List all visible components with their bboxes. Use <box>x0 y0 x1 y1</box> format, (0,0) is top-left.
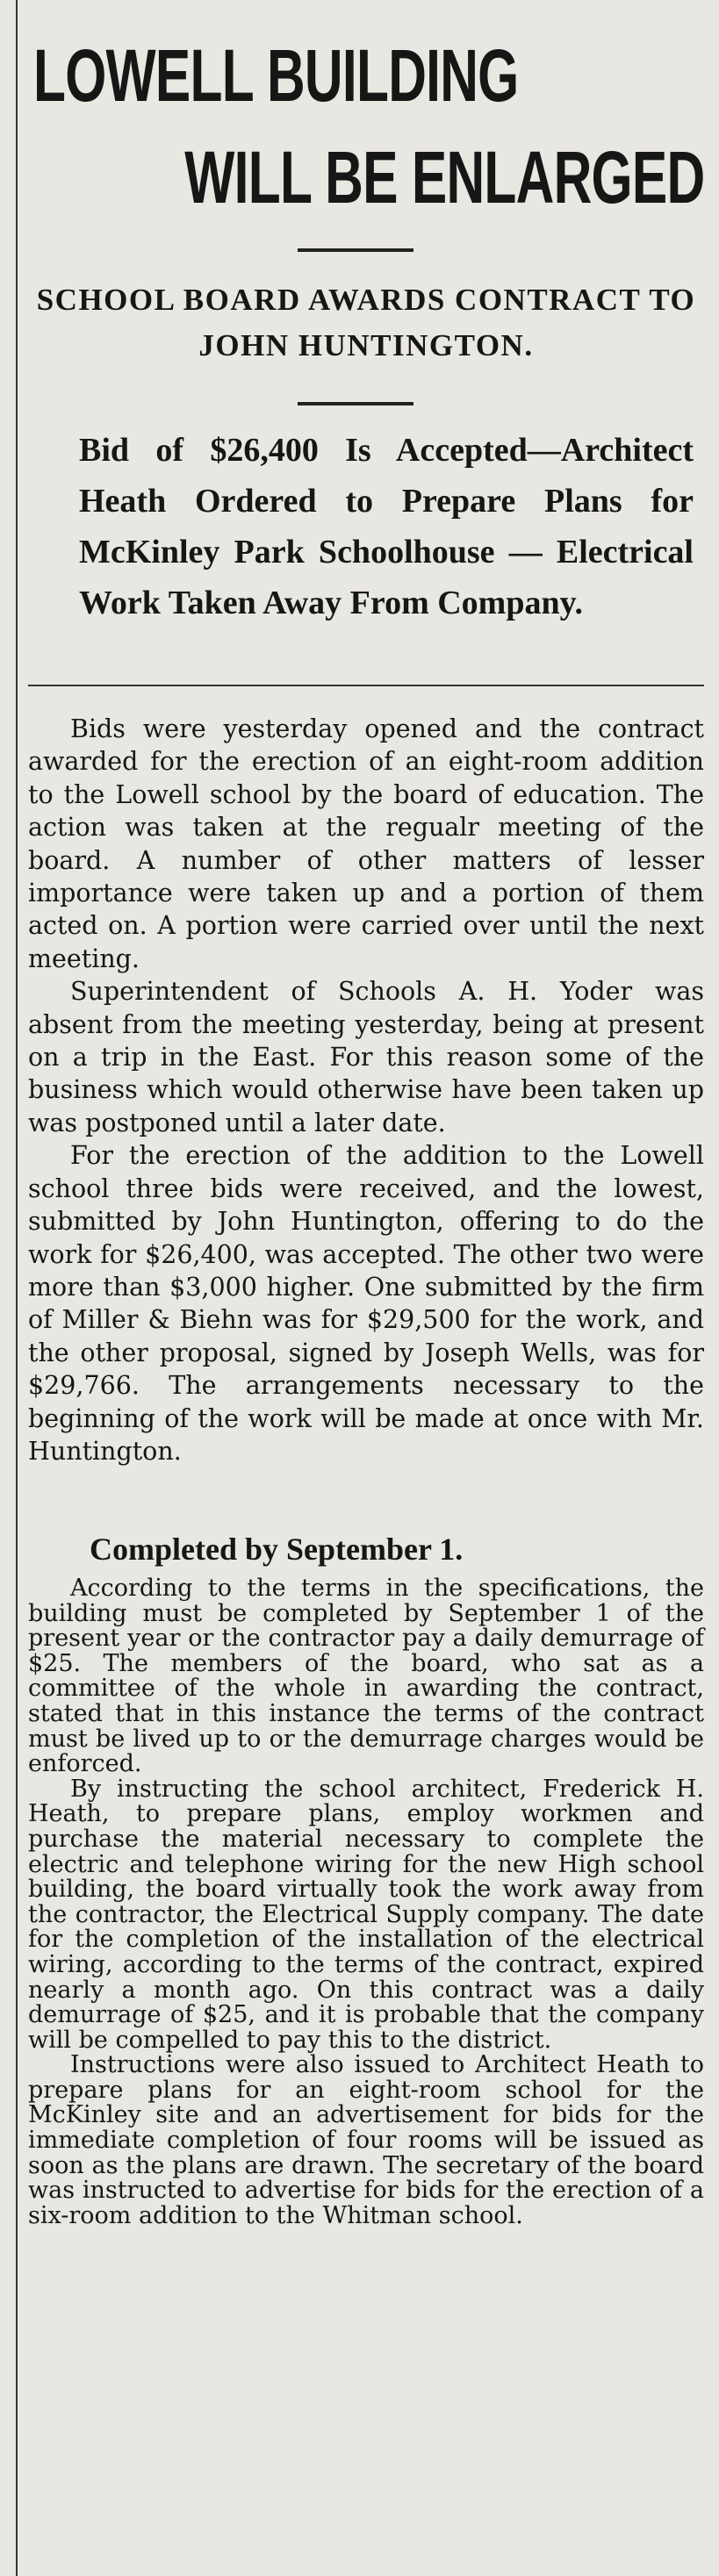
column-rule <box>16 0 18 2576</box>
deck-summary: Bid of $26,400 Is Accepted—Architect Heath Ordered to Prepare Plans for McKinley Park Schoolhouse — Electrical Work Taken Away From Company. <box>79 432 694 621</box>
divider-dash <box>298 402 413 405</box>
section-paragraph: By instructing the school architect, Frederick H. Heath, to prepare plans, employ workmen and purchase the material necessary to complete the electric and telephone wiring for the new High school building, the board virtually took the work away from the contractor, the Electrical Supply company. The date for the completion of the installation of the electrical wiring, according to the terms of the contract, expired nearly a month ago. On this contract was a daily demurrage of $25, and it is probable that the company will be compelled to pay this to the district. <box>28 1775 704 2054</box>
headline-line-2: WILL BE ENLARGED <box>183 136 704 219</box>
headline-line-1: LOWELL BUILDING <box>33 34 519 117</box>
body-paragraph: For the erection of the addition to the Lowell school three bids were received, and the lowest, submitted by John Huntington, offering to do the work for $26,400, was accepted. The other two were more than $3,000 higher. One submitted by the firm of Miller & Biehn was for $29,500 for the work, and the other proposal, signed by Joseph Wells, was for $29,766. The arrangements necessary to the beginning of the work will be made at once with Mr. Huntington. <box>28 1141 704 1466</box>
section-paragraph: According to the terms in the specifications, the building must be completed by September 1 of the present year or the contractor pay a daily demurrage of $25. The members of the board, who sat as a committee of the whole in awarding the contract, stated that in this instance the terms of the contract must be lived up to or the demurrage charges would be enforced. <box>28 1575 704 1778</box>
section-paragraph: Instructions were also issued to Architect Heath to prepare plans for an eight-room school for the McKinley site and an advertisement for bids for the immediate completion of four rooms will be issued as soon as the plans are drawn. The secretary of the board was instructed to advertise for bids for the erection of a six-room addition to the Whitman school. <box>28 2051 704 2229</box>
body-paragraph: Superintendent of Schools A. H. Yoder was absent from the meeting yesterday, being at present on a trip in the East. For this reason some of the business which would otherwise have been taken up was postponed until a later date. <box>28 977 704 1137</box>
divider-rule <box>28 685 704 686</box>
section-heading: Completed by September 1. <box>90 1532 464 1567</box>
divider-dash <box>298 248 413 252</box>
subheadline: SCHOOL BOARD AWARDS CONTRACT TO JOHN HUNTINGTON. <box>36 283 696 362</box>
section-body <box>28 1576 704 2228</box>
article-body <box>28 713 704 1467</box>
body-paragraph: Bids were yesterday opened and the contract awarded for the erection of an eight-room addition to the Lowell school by the board of education. The action was taken at the regualr meeting of the board. A number of other matters of lesser importance were taken up and a portion of them acted on. A portion were carried over until the next meeting. <box>28 714 704 973</box>
